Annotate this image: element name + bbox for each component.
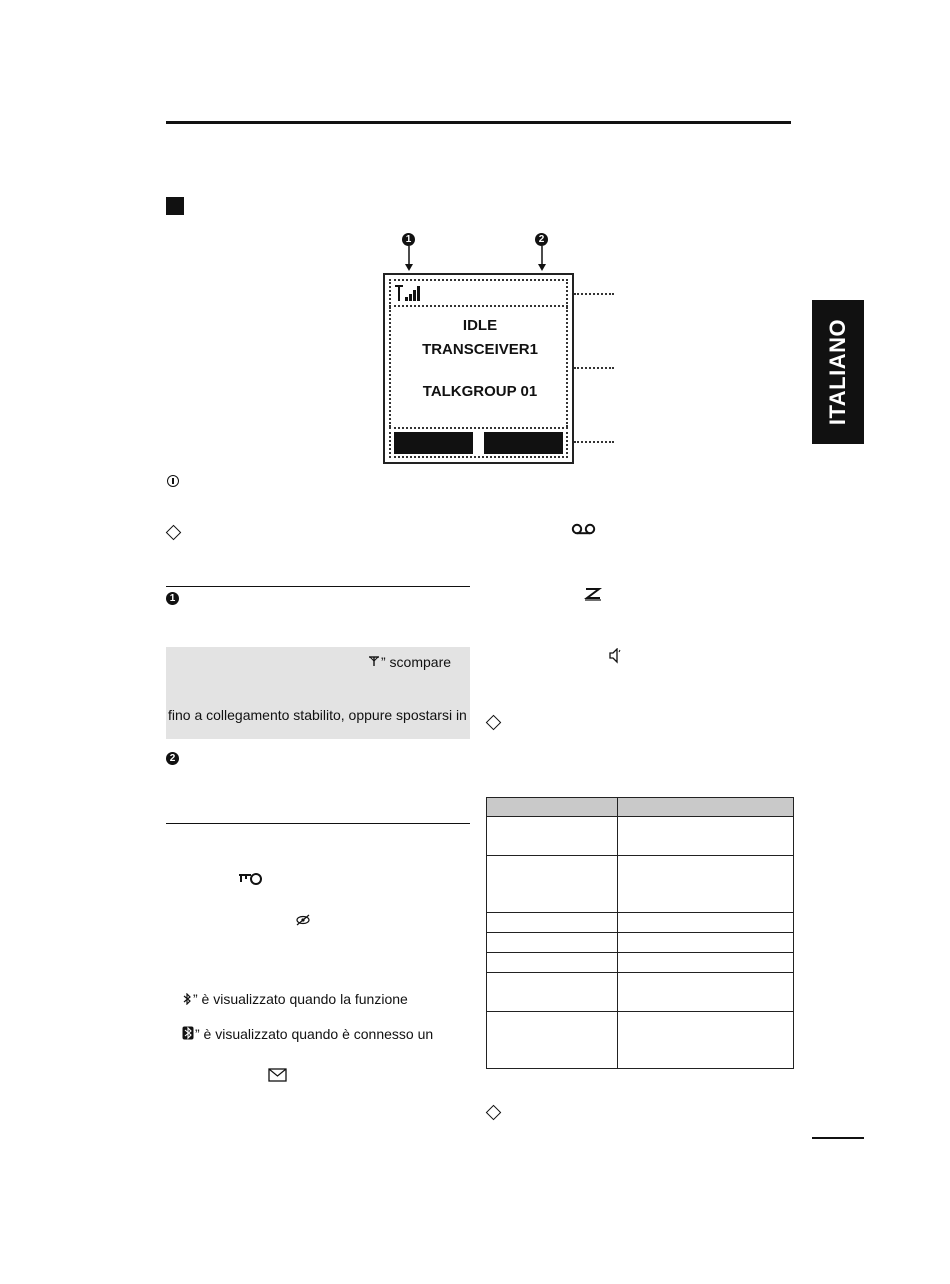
diamond-icon <box>486 1105 502 1121</box>
bluetooth-text-1: ” è visualizzato quando la funzione <box>193 991 408 1007</box>
softkey-right <box>484 432 563 454</box>
key-icon <box>237 871 265 887</box>
table-row <box>487 933 794 953</box>
language-tab-label: ITALIANO <box>825 318 850 426</box>
section-bullet <box>166 197 184 215</box>
leader-line-main <box>574 367 614 369</box>
table-row <box>487 953 794 973</box>
info-icon <box>167 475 179 487</box>
speaker-icon <box>608 648 622 664</box>
table-row <box>487 856 794 913</box>
note-box-text-2: fino a collegamento stabilito, oppure spostarsi in <box>168 707 467 723</box>
bluetooth-connected-icon <box>182 1026 194 1040</box>
softkey-left <box>394 432 473 454</box>
table-row <box>487 973 794 1012</box>
note-2-badge: 2 <box>166 752 179 765</box>
note-1-badge: 1 <box>166 592 179 605</box>
antenna-icon <box>368 655 380 667</box>
header-rule <box>166 121 791 124</box>
bluetooth-icon <box>182 993 192 1005</box>
column-divider <box>166 823 470 824</box>
eye-slash-icon <box>295 914 311 926</box>
table-row <box>487 913 794 933</box>
display-line-talkgroup: TALKGROUP 01 <box>422 383 538 400</box>
callout-arrows <box>380 244 560 274</box>
callout-2-badge: 2 <box>535 233 548 246</box>
diamond-icon <box>486 715 502 731</box>
voicemail-icon <box>571 523 597 537</box>
column-divider <box>166 586 470 587</box>
sleep-z-icon <box>584 587 602 601</box>
icon-table <box>486 797 794 1069</box>
callout-1-badge: 1 <box>402 233 415 246</box>
note-box-text-1: ” scompare <box>381 654 452 670</box>
page-number-rule <box>812 1137 864 1139</box>
signal-strength-icon <box>394 283 426 303</box>
table-header-row <box>487 798 794 817</box>
leader-line-status <box>574 293 614 295</box>
bluetooth-text-2: ” è visualizzato quando è connesso un <box>195 1026 434 1042</box>
language-tab <box>812 300 864 444</box>
display-line-idle: IDLE <box>462 317 498 334</box>
table-row <box>487 817 794 856</box>
display-line-transceiver: TRANSCEIVER1 <box>422 341 538 358</box>
table-row <box>487 1012 794 1069</box>
envelope-icon <box>268 1068 287 1082</box>
diamond-icon <box>166 525 182 541</box>
leader-line-softkeys <box>574 441 614 443</box>
